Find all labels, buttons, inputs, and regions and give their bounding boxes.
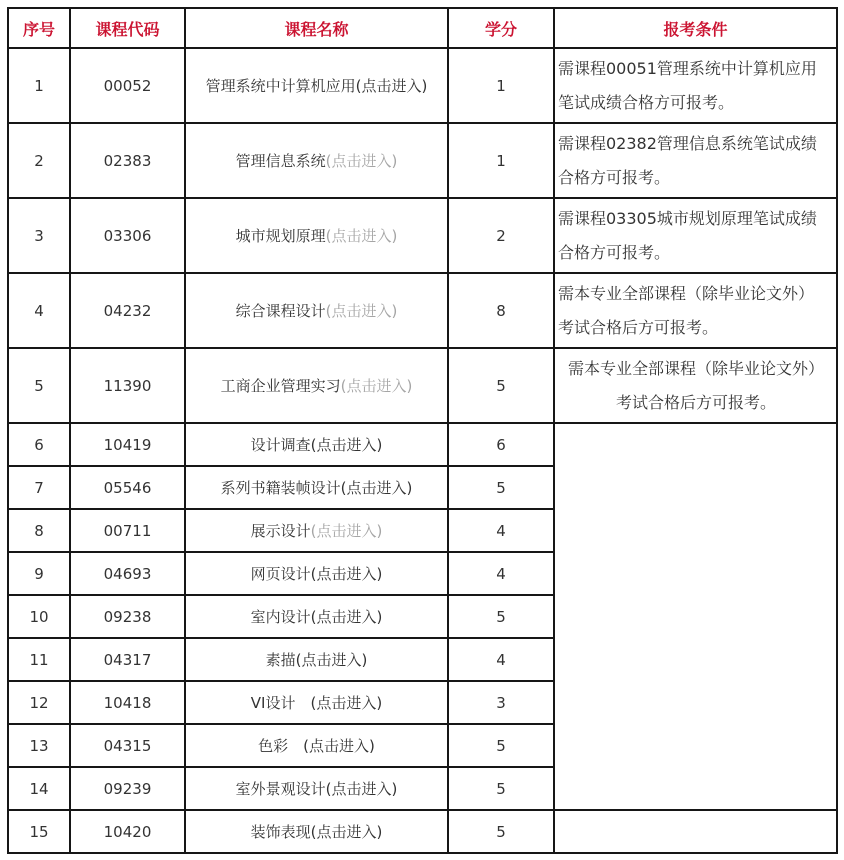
cell-course-name bbox=[185, 681, 448, 724]
cell-credits: 1 bbox=[448, 48, 554, 123]
course-enter-link[interactable]: (点击进入) bbox=[325, 227, 398, 245]
course-name-text: 管理系统中计算机应用 bbox=[205, 77, 356, 95]
cell-seq-no: 8 bbox=[8, 509, 70, 552]
condition-text-line: 笔试成绩合格方可报考。 bbox=[558, 92, 735, 112]
course-name-text: 装饰表现 bbox=[250, 823, 311, 841]
course-table bbox=[7, 7, 838, 854]
cell-condition-empty bbox=[554, 810, 837, 853]
course-enter-link[interactable]: (点击进入) bbox=[340, 377, 413, 395]
course-name-text: 综合课程设计 bbox=[235, 302, 326, 320]
course-enter-link[interactable]: (点击进入) bbox=[295, 651, 368, 669]
cell-seq-no: 6 bbox=[8, 423, 70, 466]
cell-course-code: 02383 bbox=[70, 123, 185, 198]
course-enter-link[interactable]: (点击进入) bbox=[310, 436, 383, 454]
cell-condition bbox=[554, 48, 837, 123]
cell-course-code: 10420 bbox=[70, 810, 185, 853]
cell-course-name bbox=[185, 595, 448, 638]
cell-course-name bbox=[185, 767, 448, 810]
cell-seq-no: 1 bbox=[8, 48, 70, 123]
cell-seq-no: 12 bbox=[8, 681, 70, 724]
column-header-code: 课程代码 bbox=[70, 8, 185, 48]
column-header-name: 课程名称 bbox=[185, 8, 448, 48]
cell-course-code: 03306 bbox=[70, 198, 185, 273]
cell-credits: 8 bbox=[448, 273, 554, 348]
cell-seq-no: 14 bbox=[8, 767, 70, 810]
course-name-text: 工商企业管理实习 bbox=[220, 377, 341, 395]
cell-condition bbox=[554, 273, 837, 348]
cell-course-code: 04317 bbox=[70, 638, 185, 681]
cell-credits: 5 bbox=[448, 810, 554, 853]
cell-course-code: 09238 bbox=[70, 595, 185, 638]
condition-text-line: 合格方可报考。 bbox=[558, 242, 671, 262]
cell-credits: 5 bbox=[448, 466, 554, 509]
course-enter-link[interactable]: (点击进入) bbox=[310, 694, 383, 712]
cell-course-code: 10419 bbox=[70, 423, 185, 466]
cell-credits: 4 bbox=[448, 638, 554, 681]
table-row bbox=[8, 348, 837, 423]
cell-course-code: 04315 bbox=[70, 724, 185, 767]
cell-course-name bbox=[185, 810, 448, 853]
cell-course-code: 00052 bbox=[70, 48, 185, 123]
cell-seq-no: 3 bbox=[8, 198, 70, 273]
course-name-text: 素描 bbox=[265, 651, 296, 669]
table-row bbox=[8, 198, 837, 273]
column-header-condition: 报考条件 bbox=[554, 8, 837, 48]
cell-condition bbox=[554, 198, 837, 273]
cell-credits: 5 bbox=[448, 595, 554, 638]
cell-credits: 4 bbox=[448, 509, 554, 552]
cell-course-code: 10418 bbox=[70, 681, 185, 724]
cell-condition bbox=[554, 123, 837, 198]
cell-credits: 5 bbox=[448, 767, 554, 810]
table-row bbox=[8, 123, 837, 198]
cell-condition-merged bbox=[554, 423, 837, 810]
table-row bbox=[8, 810, 837, 853]
cell-seq-no: 10 bbox=[8, 595, 70, 638]
cell-condition bbox=[554, 348, 837, 423]
course-table-body bbox=[8, 48, 837, 853]
cell-credits: 3 bbox=[448, 681, 554, 724]
cell-course-code: 04232 bbox=[70, 273, 185, 348]
condition-text-line: 需课程03305城市规划原理笔试成绩 bbox=[558, 208, 817, 228]
course-enter-link[interactable]: (点击进入) bbox=[303, 737, 375, 755]
course-name-text: 展示设计 bbox=[250, 522, 311, 540]
column-header-seq: 序号 bbox=[8, 8, 70, 48]
course-name-text: 网页设计 bbox=[250, 565, 311, 583]
cell-course-code: 05546 bbox=[70, 466, 185, 509]
course-enter-link[interactable]: (点击进入) bbox=[340, 479, 413, 497]
cell-credits: 2 bbox=[448, 198, 554, 273]
course-name-text: 系列书籍装帧设计 bbox=[220, 479, 341, 497]
course-enter-link[interactable]: (点击进入) bbox=[310, 823, 383, 841]
cell-credits: 1 bbox=[448, 123, 554, 198]
condition-text-line: 需本专业全部课程（除毕业论文外） bbox=[558, 283, 815, 303]
column-header-credits: 学分 bbox=[448, 8, 554, 48]
cell-course-code: 00711 bbox=[70, 509, 185, 552]
course-enter-link[interactable]: (点击进入) bbox=[325, 152, 398, 170]
course-name-text: 室外景观设计 bbox=[235, 780, 326, 798]
course-enter-link[interactable]: (点击进入) bbox=[325, 302, 398, 320]
course-enter-link[interactable]: (点击进入) bbox=[310, 522, 383, 540]
cell-seq-no: 2 bbox=[8, 123, 70, 198]
cell-course-name bbox=[185, 348, 448, 423]
cell-course-name bbox=[185, 48, 448, 123]
course-name-text: 设计调查 bbox=[250, 436, 311, 454]
cell-course-name bbox=[185, 552, 448, 595]
cell-seq-no: 5 bbox=[8, 348, 70, 423]
cell-course-name bbox=[185, 724, 448, 767]
cell-seq-no: 9 bbox=[8, 552, 70, 595]
cell-seq-no: 13 bbox=[8, 724, 70, 767]
course-enter-link[interactable]: (点击进入) bbox=[310, 608, 383, 626]
cell-course-name bbox=[185, 123, 448, 198]
cell-seq-no: 7 bbox=[8, 466, 70, 509]
cell-seq-no: 15 bbox=[8, 810, 70, 853]
table-row bbox=[8, 423, 837, 466]
cell-credits: 5 bbox=[448, 348, 554, 423]
condition-text-line: 需课程02382管理信息系统笔试成绩 bbox=[558, 133, 817, 153]
cell-course-name bbox=[185, 509, 448, 552]
cell-course-code: 11390 bbox=[70, 348, 185, 423]
course-enter-link[interactable]: (点击进入) bbox=[310, 565, 383, 583]
course-name-text: 管理信息系统 bbox=[235, 152, 326, 170]
condition-text-line: 合格方可报考。 bbox=[558, 167, 671, 187]
cell-course-name bbox=[185, 638, 448, 681]
cell-seq-no: 11 bbox=[8, 638, 70, 681]
table-row bbox=[8, 273, 837, 348]
course-name-text: 室内设计 bbox=[250, 608, 311, 626]
cell-course-code: 09239 bbox=[70, 767, 185, 810]
course-name-text: 城市规划原理 bbox=[235, 227, 326, 245]
cell-course-name bbox=[185, 273, 448, 348]
cell-course-name bbox=[185, 423, 448, 466]
cell-seq-no: 4 bbox=[8, 273, 70, 348]
cell-credits: 5 bbox=[448, 724, 554, 767]
course-enter-link[interactable]: (点击进入) bbox=[325, 780, 398, 798]
condition-text-line: 需本专业全部课程（除毕业论文外） bbox=[567, 358, 824, 378]
condition-text-line: 需课程00051管理系统中计算机应用 bbox=[558, 58, 817, 78]
course-enter-link[interactable]: (点击进入) bbox=[355, 77, 428, 95]
course-name-text: 色彩 bbox=[258, 737, 304, 755]
cell-credits: 6 bbox=[448, 423, 554, 466]
header-row bbox=[8, 8, 837, 48]
cell-course-name bbox=[185, 198, 448, 273]
course-name-text: VI设计 bbox=[250, 694, 311, 712]
cell-credits: 4 bbox=[448, 552, 554, 595]
condition-text-line: 考试合格后方可报考。 bbox=[558, 317, 719, 337]
course-table-container bbox=[7, 7, 838, 854]
cell-course-name bbox=[185, 466, 448, 509]
table-row bbox=[8, 48, 837, 123]
cell-course-code: 04693 bbox=[70, 552, 185, 595]
condition-text-line: 考试合格后方可报考。 bbox=[615, 392, 776, 412]
